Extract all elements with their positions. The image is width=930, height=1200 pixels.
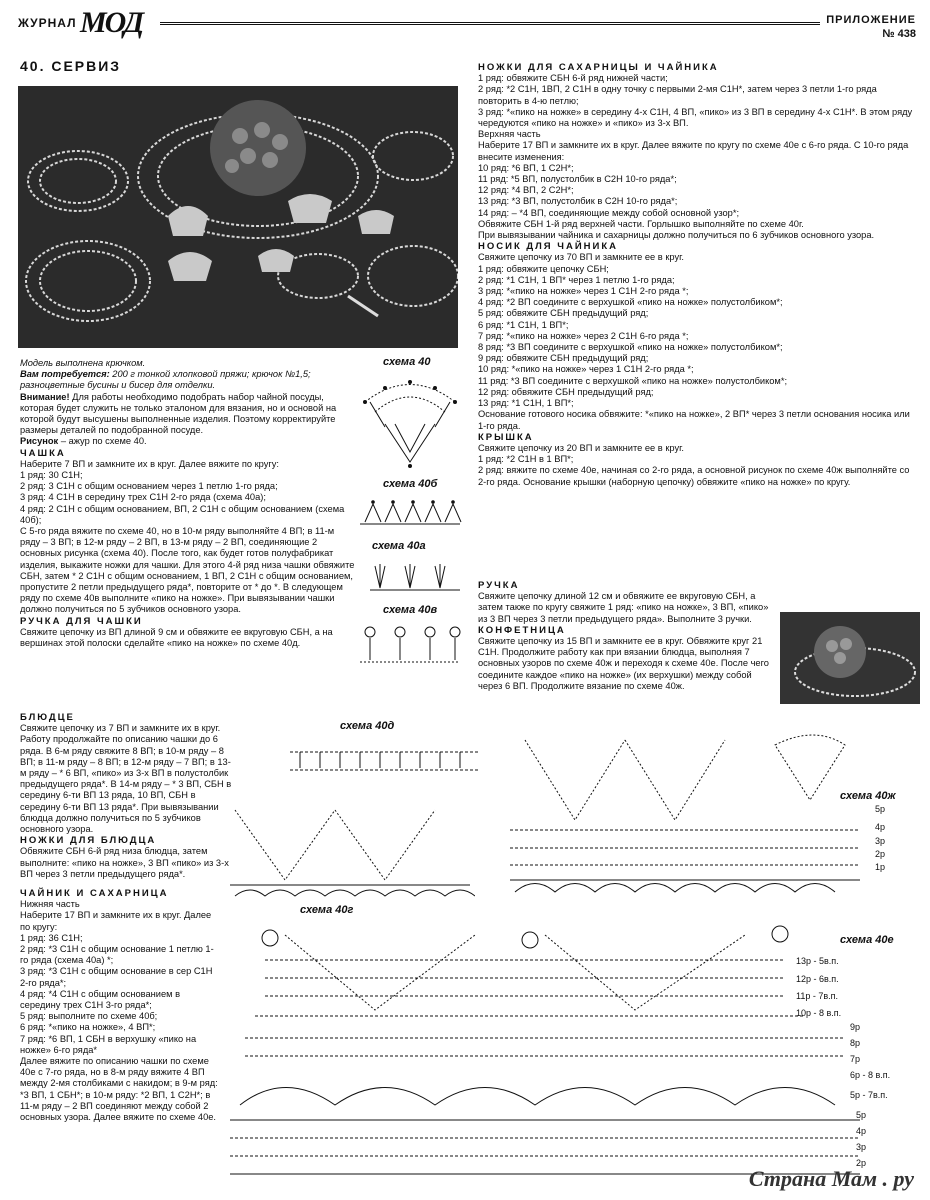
model-note: Модель выполнена крючком. [20, 358, 146, 368]
teapot-line: Нижняя часть [20, 899, 80, 910]
teapot-line: 3 ряд: *3 С1Н с общим основание в сер С1Н 2-го ряда*; [20, 966, 213, 988]
spout-line: 6 ряд: *1 С1Н, 1 ВП*; [478, 319, 569, 330]
pattern-paragraph: Рисунок – ажур по схеме 40. [20, 436, 147, 447]
scheme-40-diagram [355, 372, 465, 472]
spout-line: 12 ряд: обвяжите СБН предыдущий ряд; [478, 386, 654, 397]
row-label: 9р [850, 1022, 861, 1032]
magazine-label: ЖУРНАЛ [18, 16, 77, 30]
row-label: 2р [856, 1158, 867, 1168]
teapot-section [20, 888, 220, 1123]
page-header [10, 6, 920, 42]
saucer-legs-line: Обвяжите СБН 6-й ряд низа блюдца, затем выполните: «пико на ножке», 3 ВП «пико» из 3-х ВП через 3 петли предыдущего ряда*. [20, 846, 229, 879]
teapot-line: 6 ряд: *«пико на ножке», 4 ВП*; [20, 1022, 156, 1033]
cup-line: 2 ряд: 3 С1Н с общим основанием через 1 петлю 1-го ряда; [20, 481, 278, 492]
spout-line: 9 ряд: обвяжите СБН предыдущий ряд; [478, 353, 649, 364]
candy-heading: КОНФЕТНИЦА [478, 624, 566, 636]
teapot-line: 4 ряд: *4 С1Н с общим основанием в середину трех С1Н 3-го ряда*; [20, 988, 181, 1011]
legs-line: 13 ряд: *3 ВП, полустолбик в С2Н 10-го ряда*; [478, 196, 678, 207]
scheme-40v-diagram [355, 620, 465, 668]
issue-number: № 438 [882, 28, 916, 40]
scheme-saucer-diagram [225, 800, 475, 900]
right-column-handle-candy [478, 580, 773, 692]
handle-heading: РУЧКА [478, 580, 520, 591]
cup-line: 1 ряд: 30 С1Н; [20, 470, 83, 481]
row-label: 2р [875, 849, 886, 859]
scheme-40b-label: схема 40б [383, 478, 438, 490]
spout-line: 4 ряд: *2 ВП соедините с верхушкой «пико на ножке» полустолбиком*; [478, 297, 783, 308]
candy-dish-illustration [780, 612, 920, 704]
legs-line: 1 ряд: обвяжите СБН 6-й ряд нижней части; [478, 73, 668, 84]
row-label: 5р [856, 1110, 867, 1120]
legs-line: Обвяжите СБН 1-й ряд верхней части. Горлышко выполняйте по схеме 40г. [478, 218, 804, 229]
scheme-40b-diagram [355, 494, 465, 530]
spout-line: 2 ряд: *1 С1Н, 1 ВП* через 1 петлю 1-го ряда; [478, 274, 675, 285]
lid-line: 1 ряд: *2 С1Н в 1 ВП*; [478, 454, 574, 465]
scheme-40zh-diagram [505, 730, 865, 900]
row-label: 12р - 6в.п. [796, 974, 839, 984]
candy-dish-photo [780, 612, 920, 704]
row-label: 11р - 7в.п. [796, 991, 839, 1001]
scheme-40-label: схема 40 [383, 356, 431, 368]
row-label: 1р [875, 862, 886, 872]
row-label: 7р [850, 1054, 861, 1064]
page-title: 40. СЕРВИЗ [20, 58, 122, 74]
row-label: 5р - 7в.п. [850, 1090, 888, 1100]
spout-line: 5 ряд: обвяжите СБН предыдущий ряд; [478, 308, 649, 319]
legs-line: Верхняя часть [478, 129, 541, 140]
spout-line: Свяжите цепочку из 70 ВП и замкните ее в круг. [478, 252, 684, 263]
legs-line: 11 ряд: *5 ВП, полустолбик в С2Н 10-го ряда*; [478, 174, 677, 185]
row-label: 4р [875, 822, 886, 832]
spout-line: 3 ряд: *«пико на ножке» через 1 С1Н 2-го ряда *; [478, 286, 689, 297]
scheme-40e-diagram [225, 920, 865, 1182]
cup-line: С 5-го ряда вяжите по схеме 40, но в 10-м ряду выполняйте 4 ВП; в 11-м ряду – 3 ВП; в 12-м ряду – 2 ВП, в 13-м ряду – 2 ВП, соединяющие 2 основных рисунка (схема 40). После того, как будет готов полуфабрикат изделия, выкажите ножки для чашки. Для этого 4-й ряд низа чашки обвяжите СБН, затем * 2 С1Н с общим основанием, 1 ВП, 2 С1Н с общим основанием, пропустите 2 петли предыдущего ряда*, повторите от * до *. В следующем ряду по схеме 40в выполните «пико на ножке». При вывязывании чашки должно получиться по 5 зубчиков основного узора. [20, 526, 355, 615]
cup-handle-heading: РУЧКА ДЛЯ ЧАШКИ [20, 615, 143, 627]
scheme-40v-label: схема 40в [383, 604, 438, 616]
materials-paragraph: Вам потребуется: 200 г тонкой хлопковой пряжи; крючок №1,5; разноцветные бусины и бисер для отделки. [20, 369, 311, 391]
spout-line: Основание готового носика обвяжите: *«пико на ножке», 2 ВП* через 3 петли основания носика или 1-го ряда. [478, 409, 910, 431]
teapot-line: 2 ряд: *3 С1Н с общим основание 1 петлю 1-го ряда (схема 40а) *; [20, 944, 214, 966]
row-label: 5р [875, 804, 886, 814]
legs-line: 2 ряд: *2 С1Н, 1ВП, 2 С1Н в одну точку с первыми 2-мя С1Н*, затем через 3 петли 1-го ряда повторить в 4-ю петлю; [478, 84, 877, 106]
attention-paragraph: Внимание! Для работы необходимо подобрать набор чайной посуды, которая будет служить не только эталоном для вязания, но и основой на которой будут высушены выполненные изделия. Поэтому корректируйте размеры деталей по подобранной посуде. [20, 391, 337, 436]
lid-line: Свяжите цепочку из 20 ВП и замкните ее в круг. [478, 442, 684, 453]
left-column-intro [20, 358, 355, 649]
watermark: Страна Мам . ру [748, 1166, 914, 1191]
row-label: 3р [875, 836, 886, 846]
appendix-label: ПРИЛОЖЕНИЕ [826, 14, 916, 26]
row-label: 8р [850, 1038, 861, 1048]
cup-line: Наберите 7 ВП и замкните их в круг. Далее вяжите по кругу: [20, 458, 280, 469]
legs-line: 14 ряд: – *4 ВП, соединяющие между собой основной узор*; [478, 207, 740, 218]
cup-heading: ЧАШКА [20, 447, 66, 459]
row-label: 4р [856, 1126, 867, 1136]
saucer-line: Свяжите цепочку из 7 ВП и замкните их в круг. Работу продолжайте по описанию чашки до 6 ряда. В 6-м ряду свяжите 8 ВП; в 10-м ряду – 8 ВП; в 11-м ряду – 8 ВП; в 12-м ряду – 7 ВП; в 13-м ряду – * 6 ВП, «пико» из 3-х ВП в полустолбик предыдущего ряда*. В 14-м ряду – * 3 ВП, СБН в середину 6-ти ВП 13 ряда, 10 ВП, СБН в середину 6-ти ВП 13 ряда*. При вывязывании блюдца должно получиться по 5 зубчиков основного узора. [20, 723, 232, 835]
teapot-line: Далее вяжите по описанию чашки по схеме 40е с 7-го ряда, но в 8-м ряду вяжите 4 ВП между 2-мя столбиками с накидом; в 9-м ряд: *3 ВП, 1 СБН*; в 10-м ряду: *2 ВП, 1 С2Н*; в 11-м ряду – 2 ВП соединяют между собой 2 основных узора. Далее вяжите по схеме 40е. [20, 1056, 218, 1123]
magazine-logo: МОД [80, 6, 143, 39]
teapot-line: 5 ряд: выполните по схеме 40б; [20, 1011, 158, 1022]
teapot-line: Наберите 17 ВП и замкните их в круг. Далее по кругу: [20, 910, 212, 932]
tea-set-photo [18, 86, 458, 348]
saucer-legs-heading: НОЖКИ ДЛЯ БЛЮДЦА [20, 835, 157, 847]
row-label: 13р - 5в.п. [796, 956, 839, 966]
cup-line: 3 ряд: 4 С1Н в середину трех С1Н 2-го ряда (схема 40а); [20, 492, 266, 503]
candy-line: Свяжите цепочку из 15 ВП и замкните ее в круг. Обвяжите круг 21 С1Н. Продолжите работу как при вязании блюдца, выполняя 7 основных узоров по схеме 40ж и переходя к схеме 40е. После чего соедините каждое «пико на ножке» (их верхушки) между собой через 6 ВП. Продолжите вязание по схеме 40ж. [478, 636, 769, 691]
teapot-line: 7 ряд: *6 ВП, 1 СБН в верхушку «пико на ножке» 6-го ряда* [20, 1033, 197, 1055]
cup-handle-line: Свяжите цепочку из ВП длиной 9 см и обвяжите ее вкруговую СБН, а на вершинах этой полоски сделайте «пико на ножке» по схеме 40д. [20, 626, 333, 649]
row-label: 3р [856, 1142, 867, 1152]
scheme-40d-diagram [285, 738, 485, 778]
legs-line: Наберите 17 ВП и замкните их в круг. Далее вяжите по кругу по схеме 40е с 6-го ряда. С 10-го ряда внесите изменения: [478, 140, 909, 162]
scheme-40zh-label: схема 40ж [840, 790, 896, 802]
spout-heading: НОСИК ДЛЯ ЧАЙНИКА [478, 241, 618, 253]
handle-line: Свяжите цепочку длиной 12 см и обвяжите ее вкруговую СБН, а затем также по кругу свяжите 1 ряд: «пико на ножке», 3 ВП, «пико» из 3 ВП через 3 петли предыдущего ряда». Выполните 3 ручки. [478, 591, 769, 624]
scheme-40g-label: схема 40г [300, 904, 354, 916]
legs-line: 10 ряд: *6 ВП, 1 С2Н*; [478, 162, 574, 173]
tea-set-illustration [18, 86, 458, 348]
legs-heading: НОЖКИ ДЛЯ САХАРНИЦЫ И ЧАЙНИКА [478, 62, 719, 73]
scheme-40e-label: схема 40е [840, 934, 894, 946]
cup-line: 4 ряд: 2 С1Н с общим основанием, ВП, 2 С1Н с общим основанием (схема 40б); [20, 503, 345, 525]
legs-line: 3 ряд: *«пико на ножке» в середину 4-х С1Н, 4 ВП, «пико» из 3 ВП в середину 4-х С1Н*. В этом ряду чередуются «пико на ножке» и «пико» из 3-х ВП. [478, 106, 913, 129]
scheme-40d-label: схема 40д [340, 720, 395, 732]
saucer-section [20, 712, 235, 880]
teapot-line: 1 ряд: 36 С1Н; [20, 932, 83, 943]
legs-line: 12 ряд: *4 ВП, 2 С2Н*; [478, 185, 574, 196]
spout-line: 11 ряд: *3 ВП соедините с верхушкой «пико на ножке» полустолбиком*; [478, 375, 788, 386]
lid-heading: КРЫШКА [478, 431, 534, 443]
row-label: 10р - 8 в.п. [796, 1008, 842, 1018]
spout-line: 7 ряд: *«пико на ножке» через 2 С1Н 6-го ряда *; [478, 330, 689, 341]
spout-line: 8 ряд: *3 ВП соедините с верхушкой «пико на ножке» полустолбиком*; [478, 342, 783, 353]
legs-line: При вывязывании чайника и сахарницы должно получиться по 6 зубчиков основного узора. [478, 230, 875, 241]
right-column-text [478, 62, 918, 488]
scheme-40a-label: схема 40а [372, 540, 426, 552]
scheme-40a-diagram [365, 556, 465, 596]
row-label: 6р - 8 в.п. [850, 1070, 891, 1080]
spout-line: 13 ряд: *1 С1Н, 1 ВП*; [478, 398, 574, 409]
lid-line: 2 ряд: вяжите по схеме 40е, начиная со 2-го ряда, а основной рисунок по схеме 40ж выполняйте со 2-го ряда. Основание крышки (наборную цепочку) обвяжите «пико на ножке» по кругу. [478, 465, 910, 487]
header-rule [160, 22, 820, 25]
teapot-heading: ЧАЙНИК И САХАРНИЦА [20, 888, 169, 899]
saucer-heading: БЛЮДЦЕ [20, 712, 75, 723]
spout-line: 1 ряд: обвяжите цепочку СБН; [478, 263, 609, 274]
spout-line: 10 ряд: *«пико на ножке» через 1 С1Н 2-го ряда *; [478, 364, 694, 375]
